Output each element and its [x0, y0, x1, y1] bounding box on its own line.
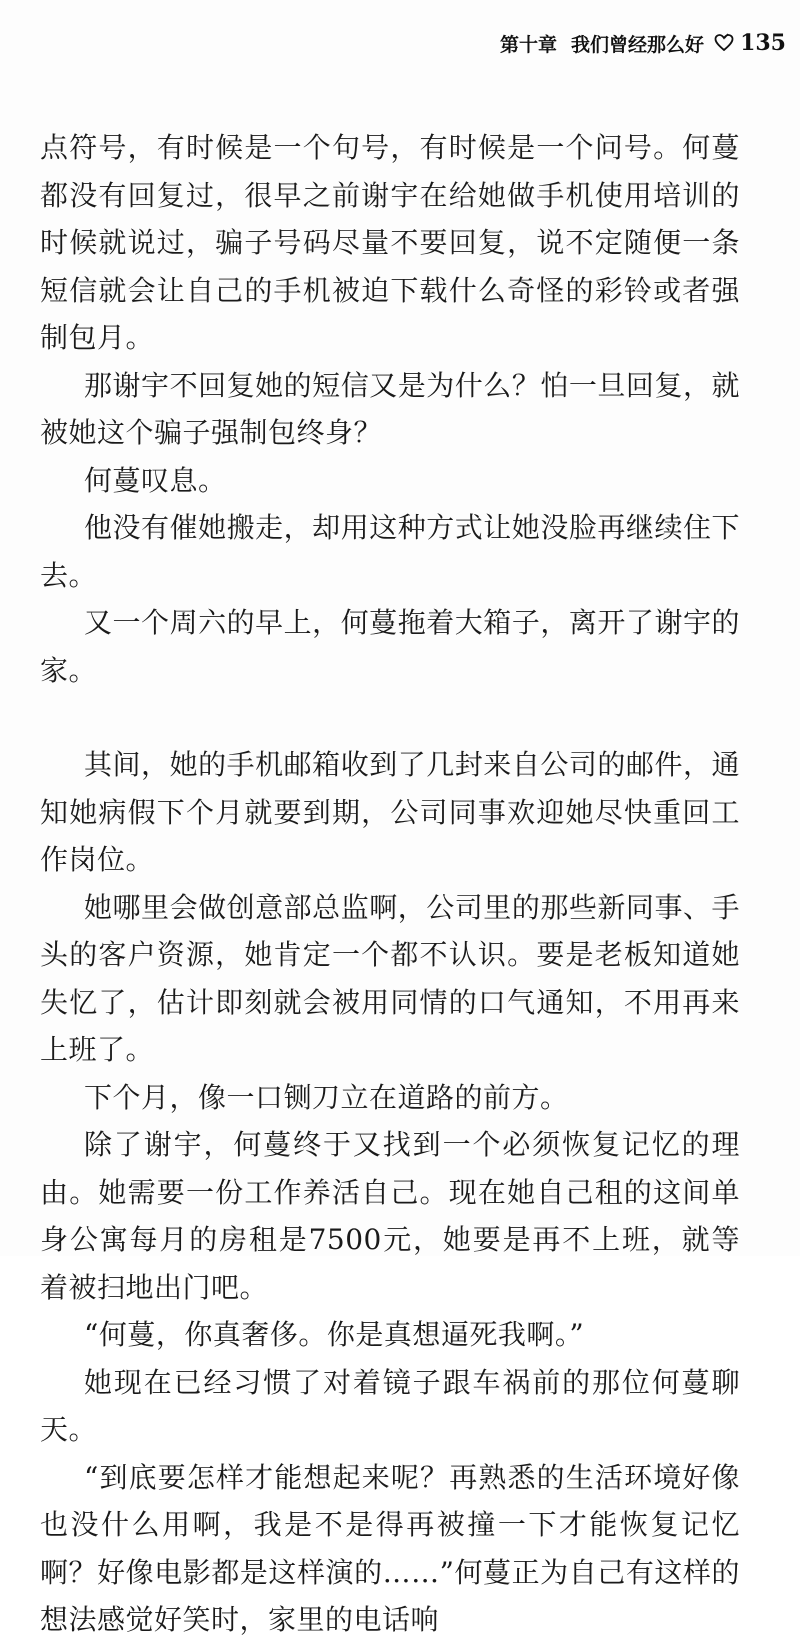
paragraph: 又一个周六的早上，何蔓拖着大箱子，离开了谢宇的家。: [40, 606, 740, 687]
paragraph: 点符号，有时候是一个句号，有时候是一个问号。何蔓都没有回复过，很早之前谢宇在给她做手机使用培训的时候就说过，骗子号码尽量不要回复，说不定随便一条短信就会让自己的手机被迫下载什么奇怪的彩铃或者强制包月。: [40, 131, 740, 354]
paragraph: 她哪里会做创意部总监啊，公司里的那些新同事、手头的客户资源，她肯定一个都不认识。要是老板知道她失忆了，估计即刻就会被用同情的口气通知，不用再来上班了。: [40, 890, 740, 1066]
paragraph: 他没有催她搬走，却用这种方式让她没脸再继续住下去。: [40, 511, 740, 592]
paragraph: 何蔓叹息。: [84, 463, 227, 497]
paragraph: 那谢宇不回复她的短信又是为什么？怕一旦回复，就被她这个骗子强制包终身？: [40, 368, 740, 449]
body-text: [40, 124, 740, 1644]
paragraph: 她现在已经习惯了对着镜子跟车祸前的那位何蔓聊天。: [40, 1365, 740, 1446]
chapter-title: 我们曾经那么好: [571, 33, 705, 56]
paragraph: “到底要怎样才能想起来呢？再熟悉的生活环境好像也没什么用啊，我是不是得再被撞一下才能恢复记忆啊？好像电影都是这样演的……”何蔓正为自己有这样的想法感觉好笑时，家里的电话响: [40, 1460, 740, 1636]
paragraph: 除了谢宇，何蔓终于又找到一个必须恢复记忆的理由。她需要一份工作养活自己。现在她自己租的这间单身公寓每月的房租是7500元，她要是再不上班，就等着被扫地出门吧。: [40, 1128, 740, 1304]
chapter-label: 第十章: [500, 33, 558, 56]
running-header: [500, 28, 786, 58]
page-number: 135: [740, 30, 786, 56]
paragraph: “何蔓，你真奢侈。你是真想逼死我啊。”: [84, 1318, 585, 1351]
paragraph: 下个月，像一口铡刀立在道路的前方。: [84, 1080, 569, 1114]
heart-icon: [714, 33, 734, 53]
paragraph: 其间，她的手机邮箱收到了几封来自公司的邮件，通知她病假下个月就要到期，公司同事欢迎她尽快重回工作岗位。: [40, 748, 740, 876]
